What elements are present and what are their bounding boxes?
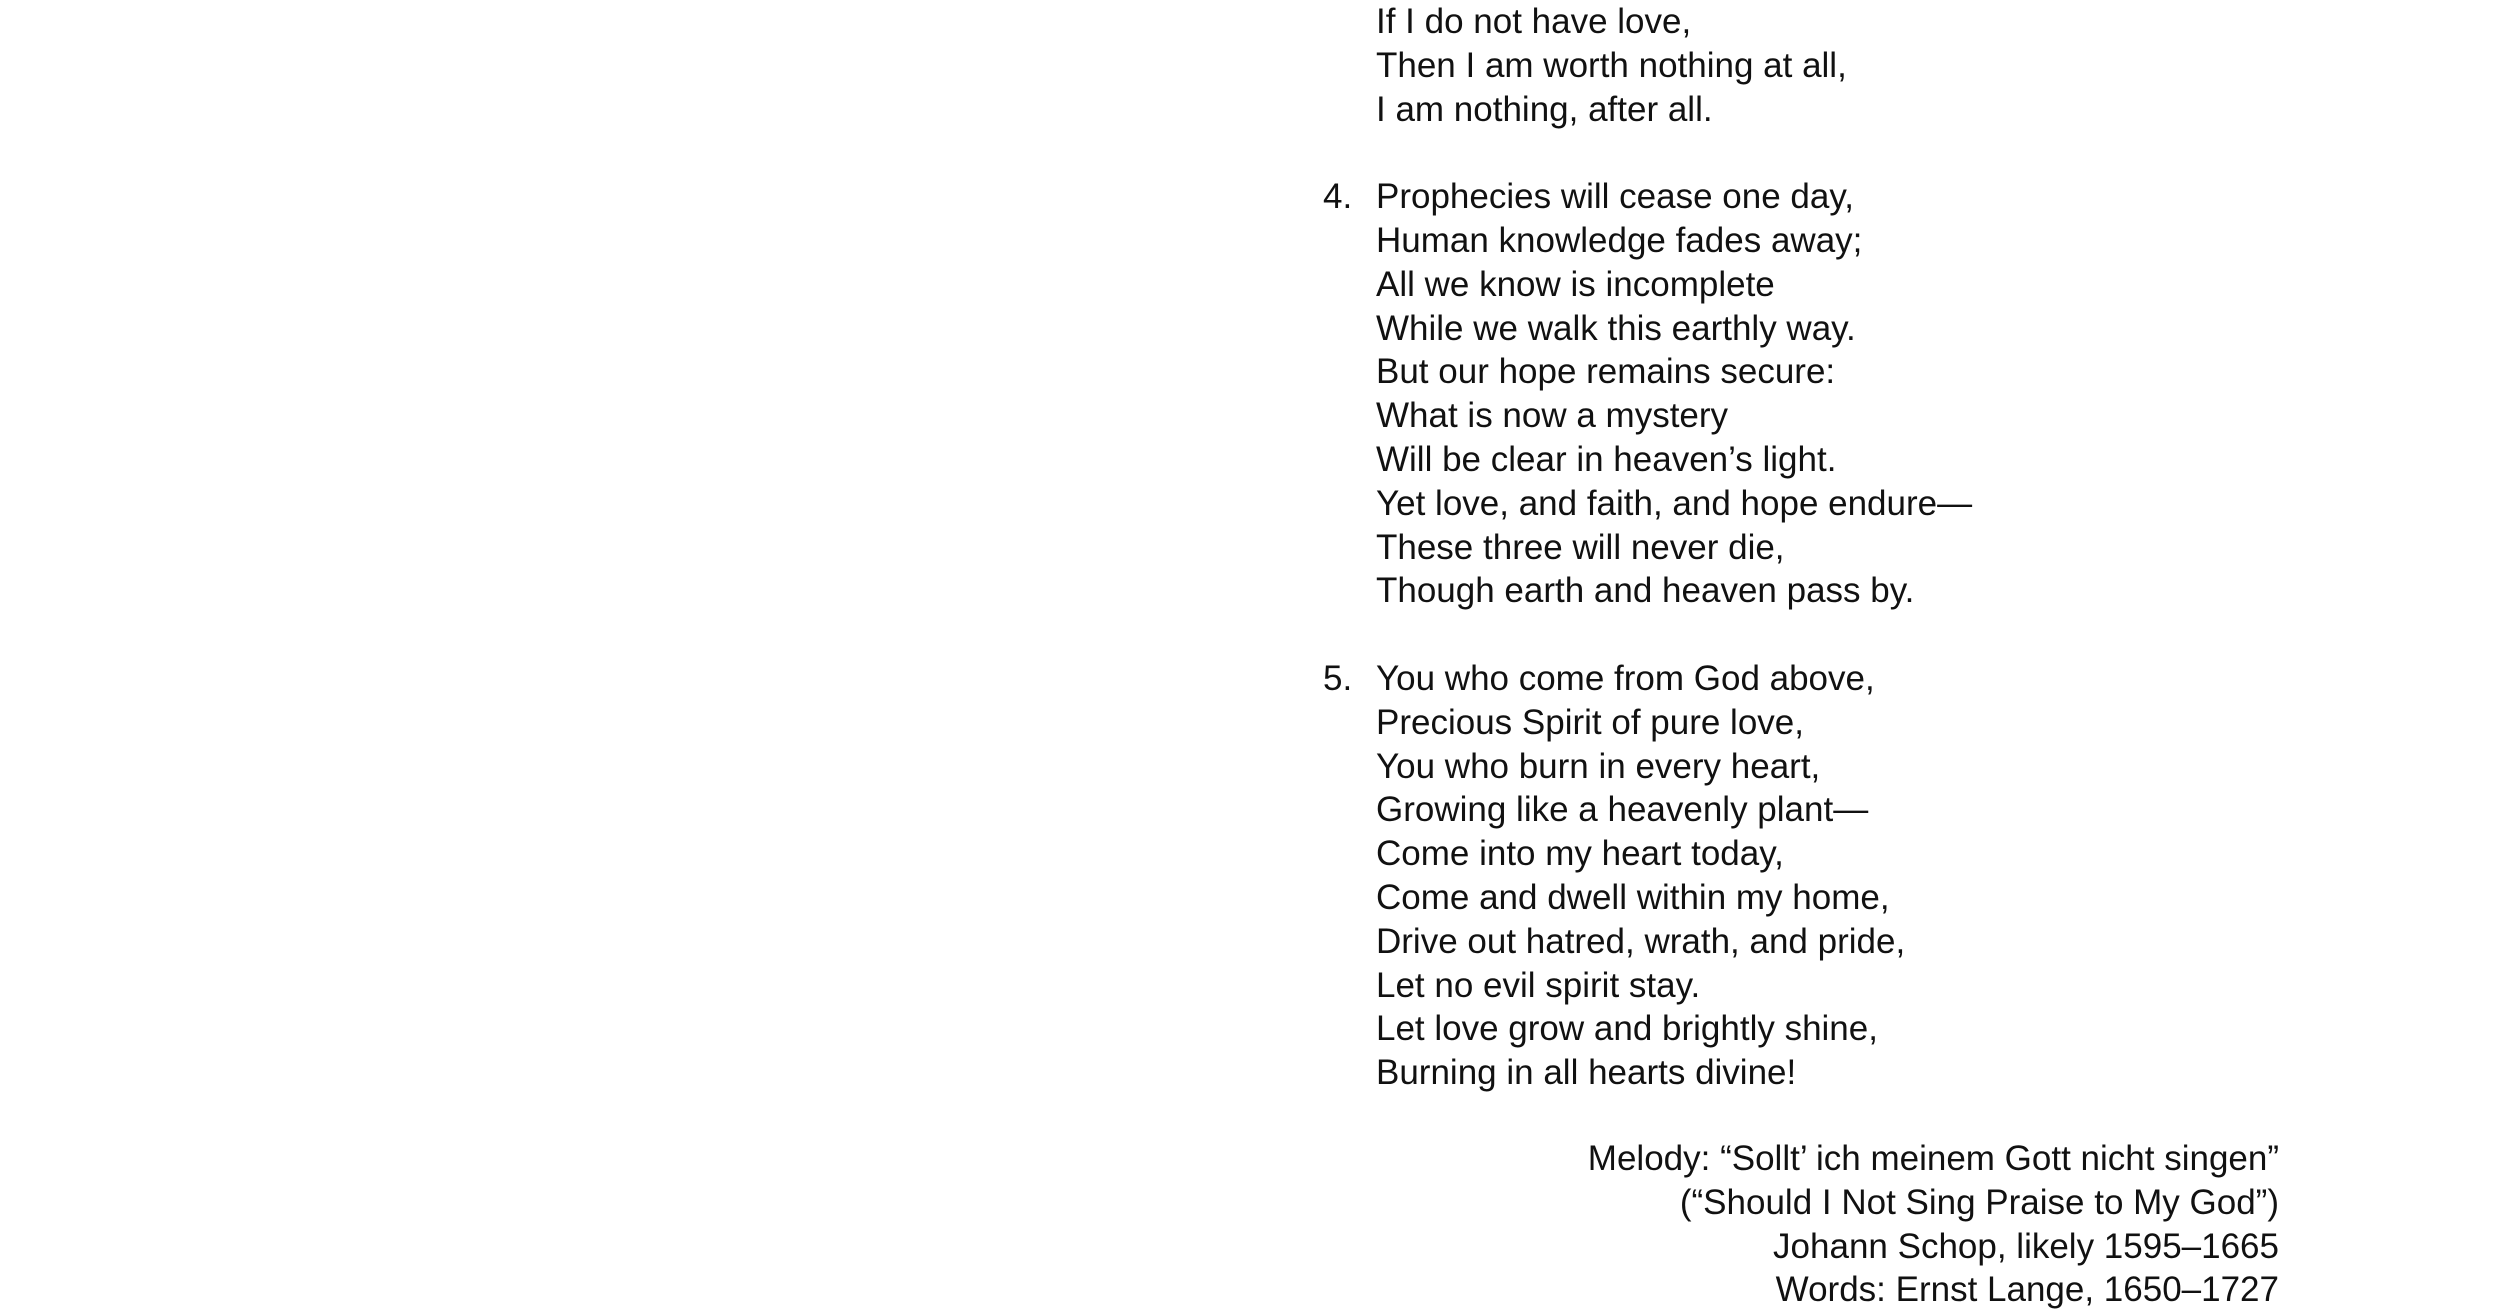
verse-line: These three will never die, (1376, 527, 1785, 567)
verse-line: Human knowledge fades away; (1376, 220, 1863, 260)
verse-line: You who burn in every heart, (1376, 746, 1821, 786)
hymn-credits (1300, 1137, 2279, 1312)
verse-line: Prophecies will cease one day, (1376, 177, 1854, 217)
verse-line: Let love grow and brightly shine, (1376, 1009, 1878, 1049)
verse-line: I am nothing, after all. (1376, 89, 1713, 129)
verse-line: Though earth and heaven pass by. (1376, 571, 1915, 611)
verse-number: 5. (1323, 658, 1353, 698)
composer-credit: Johann Schop, likely 1595–1665 (1773, 1226, 2279, 1266)
stanza-gap (1323, 131, 2323, 175)
verse-line: If I do not have love, (1376, 2, 1692, 41)
melody-credit: Melody: “Sollt’ ich meinem Gott nicht singen” (1587, 1139, 2279, 1178)
verse-3-tail (1323, 0, 2323, 131)
verse-line: Yet love, and faith, and hope endure— (1376, 483, 1973, 523)
verse-line: Precious Spirit of pure love, (1376, 702, 1804, 742)
stanza-gap (1323, 613, 2323, 657)
verse-line: While we walk this earthly way. (1376, 308, 1856, 348)
verse-line: What is now a mystery (1376, 396, 1729, 436)
verse-line: Growing like a heavenly plant— (1376, 790, 1869, 830)
words-credit: Words: Ernst Lange, 1650–1727 (1775, 1270, 2279, 1310)
verse-line: Drive out hatred, wrath, and pride, (1376, 921, 1906, 961)
verse-line: Come into my heart today, (1376, 834, 1784, 874)
verse-line: Come and dwell within my home, (1376, 877, 1890, 917)
verse-4 (1323, 175, 2323, 613)
hymn-text (1323, 0, 2323, 1095)
verse-line: You who come from God above, (1376, 658, 1875, 698)
verse-line: Then I am worth nothing at all, (1376, 45, 1847, 85)
verse-line: But our hope remains secure: (1376, 352, 1836, 392)
verse-line: All we know is incomplete (1376, 264, 1775, 304)
verse-line: Will be clear in heaven’s light. (1376, 439, 1837, 479)
verse-number: 4. (1323, 177, 1353, 217)
verse-5 (1323, 657, 2323, 1095)
melody-translation: (“Should I Not Sing Praise to My God”) (1679, 1182, 2279, 1222)
verse-line: Let no evil spirit stay. (1376, 965, 1701, 1005)
verse-line: Burning in all hearts divine! (1376, 1053, 1797, 1093)
